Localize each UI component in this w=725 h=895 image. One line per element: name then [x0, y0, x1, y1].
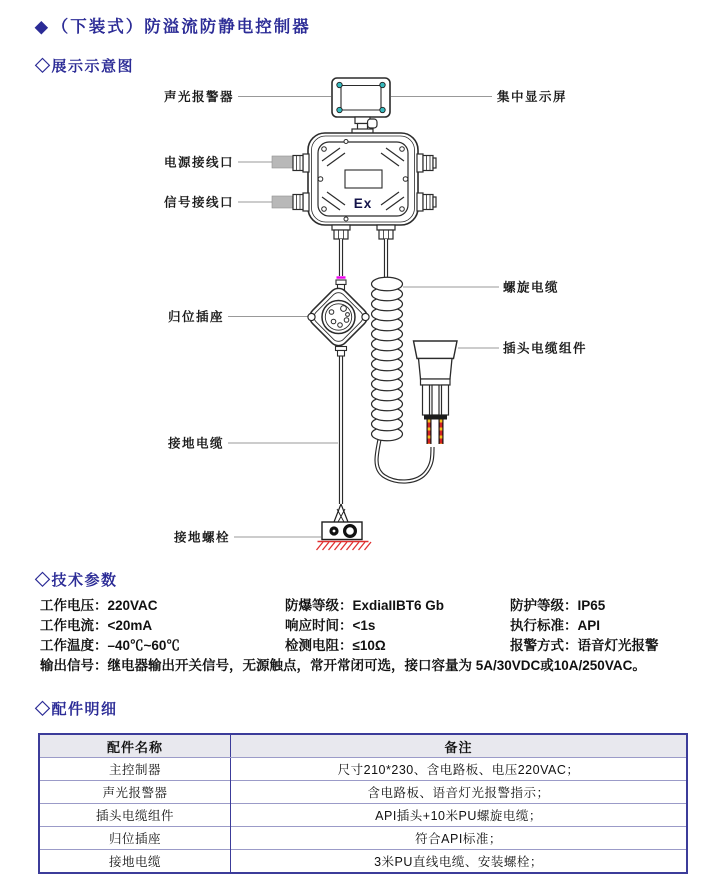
section-heading-parts-text: 配件明细 — [51, 701, 118, 718]
section-heading-parts — [35, 698, 118, 719]
param-item: 工作温度：–40℃~60℃ — [40, 638, 180, 653]
section-diamond-icon: ◇ — [35, 701, 52, 718]
label-plug-assembly: 插头电缆组件 — [503, 341, 588, 356]
part-name-cell: 接地电缆 — [39, 850, 231, 874]
param-item: 响应时间：<1s — [285, 618, 376, 633]
part-name-cell: 插头电缆组件 — [39, 804, 231, 827]
bottom-glands — [332, 225, 395, 239]
label-power-port: 电源接线口 — [163, 155, 234, 170]
right-glands — [417, 154, 436, 211]
table-row — [39, 850, 687, 874]
left-glands — [293, 154, 309, 211]
param-item: 工作电流：<20mA — [40, 618, 153, 633]
table-row — [39, 804, 687, 827]
section-diamond-icon: ◇ — [35, 58, 52, 75]
section-heading-diagram-text: 展示示意图 — [51, 58, 135, 75]
plug-assembly — [414, 341, 458, 444]
table-row — [39, 758, 687, 781]
table-row — [39, 781, 687, 804]
ground-hatching — [317, 542, 372, 551]
label-signal-port: 信号接线口 — [163, 195, 234, 210]
label-display: 集中显示屏 — [497, 90, 568, 104]
param-item: 报警方式：语音灯光报警 — [510, 638, 659, 653]
part-note-cell: 3米PU直线电缆、安装螺栓； — [231, 850, 688, 874]
param-item: 工作电压：220VAC — [40, 598, 158, 613]
label-ground-cable: 接地电缆 — [167, 436, 224, 451]
home-socket — [306, 280, 371, 356]
param-output-signal: 输出信号：继电器输出开关信号，无源触点，常开常闭可选，接口容量为 5A/30VDC或10A/250VAC。 — [40, 658, 646, 673]
junction-box — [293, 133, 436, 239]
params-grid — [40, 596, 705, 656]
label-ground-bolt: 接地螺栓 — [173, 530, 230, 545]
ground-anchor — [317, 504, 372, 550]
part-name-cell: 声光报警器 — [39, 781, 231, 804]
cable-stubs — [272, 156, 293, 208]
param-item: 执行标准：API — [510, 618, 601, 633]
section-heading-params — [35, 569, 118, 590]
table-row — [39, 827, 687, 850]
part-name-cell: 主控制器 — [39, 758, 231, 781]
section-heading-params-text: 技术参数 — [51, 572, 118, 589]
page-title-text: （下装式）防溢流防静电控制器 — [51, 18, 311, 36]
section-diamond-icon: ◇ — [35, 572, 52, 589]
ex-marking: Ex — [353, 196, 373, 211]
param-item: 防护等级：IP65 — [510, 598, 606, 613]
display-unit — [332, 78, 390, 134]
table-header-row — [39, 734, 687, 758]
label-home-socket: 归位插座 — [167, 310, 224, 324]
parts-table — [38, 733, 688, 874]
part-note-cell: 含电路板、语音灯光报警指示； — [231, 781, 688, 804]
param-item: 防爆等级：ExdiaIIBT6 Gb — [285, 598, 445, 613]
cable-fork — [334, 504, 348, 522]
nameplate-window — [345, 170, 382, 188]
striped-wires — [429, 420, 441, 445]
col-header-note: 备注 — [231, 734, 688, 758]
part-note-cell: API插头+10米PU螺旋电缆； — [231, 804, 688, 827]
param-item: 检测电阻：≤10Ω — [285, 638, 386, 653]
label-alarm: 声光报警器 — [163, 90, 234, 104]
part-note-cell: 尺寸210*230、含电路板、电压220VAC； — [231, 758, 688, 781]
label-spiral-cable: 螺旋电缆 — [503, 280, 560, 295]
part-note-cell: 符合API标准； — [231, 827, 688, 850]
spiral-cable — [372, 277, 403, 441]
col-header-name: 配件名称 — [39, 734, 231, 758]
title-diamond-icon: ◆ — [35, 18, 48, 36]
part-name-cell: 归位插座 — [39, 827, 231, 850]
